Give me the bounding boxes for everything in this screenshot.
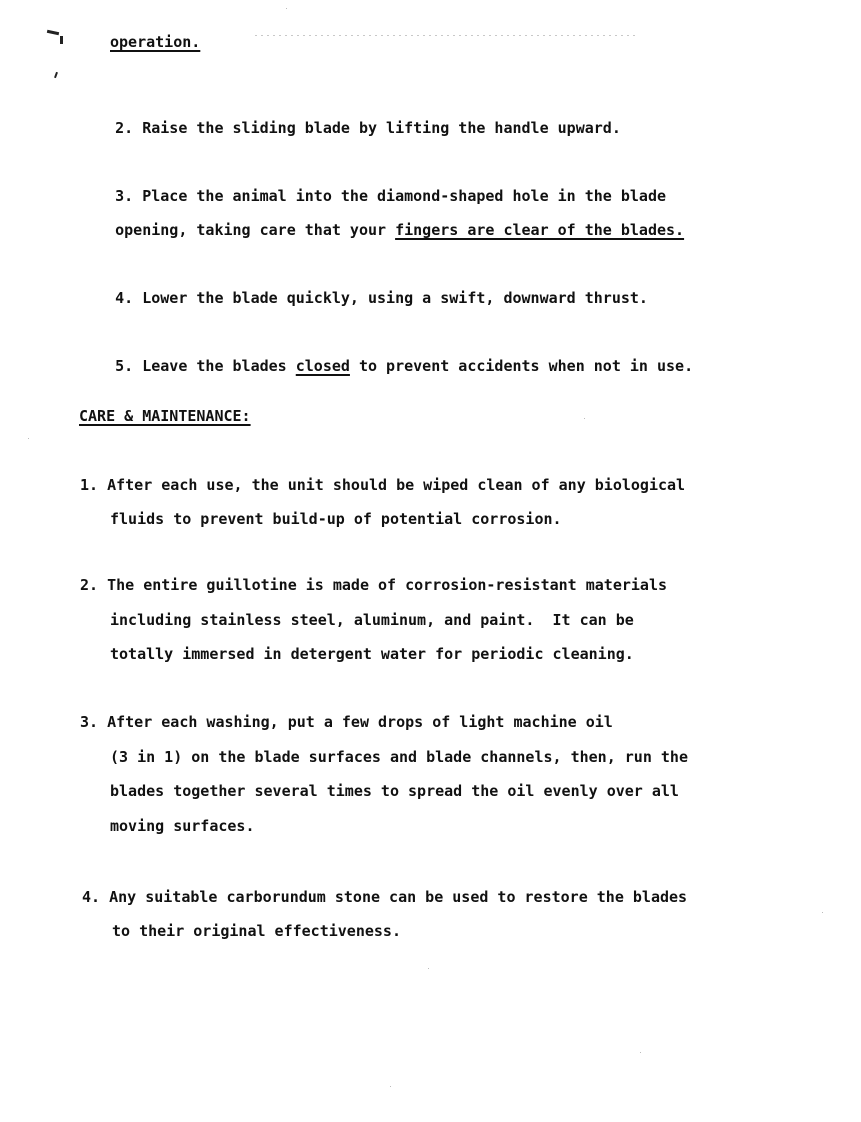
continued-word: operation. (110, 33, 201, 51)
scan-speck (390, 1086, 391, 1087)
text-run: 2. Raise the sliding blade by lifting the handle upward. (115, 119, 621, 137)
text-run: 3. Place the animal into the diamond-shaped hole in the blade (115, 187, 667, 205)
care-step-1-line-1: 1. After each use, the unit should be wiped clean of any biological (80, 476, 686, 494)
scan-speck (428, 968, 429, 969)
scan-mark (47, 30, 59, 35)
scan-speck (640, 1052, 641, 1053)
scan-mark (60, 36, 63, 44)
scan-noise-line (255, 35, 635, 36)
usage-step-4 (79, 271, 648, 325)
scan-mark (54, 72, 58, 78)
text-run: opening, taking care that your (115, 221, 396, 239)
care-step-2-line-2: including stainless steel, aluminum, and paint. It can be (110, 611, 634, 629)
section-heading: CARE & MAINTENANCE: (79, 407, 251, 425)
care-step-3-line-4: moving surfaces. (110, 817, 255, 835)
scan-speck (28, 438, 29, 439)
care-step-3-line-1: 3. After each washing, put a few drops of light machine oil (80, 713, 613, 731)
care-step-1-line-2: fluids to prevent build-up of potential corrosion. (110, 510, 562, 528)
scan-speck (822, 912, 823, 913)
care-step-4-line-1: 4. Any suitable carborundum stone can be used to restore the blades (82, 888, 688, 906)
usage-step-3-line-2 (79, 203, 684, 257)
emphasized-word: closed (295, 357, 350, 375)
emphasized-warning: fingers are clear of the blades. (395, 221, 685, 239)
text-run: to prevent accidents when not in use. (349, 357, 694, 375)
care-step-3-line-2: (3 in 1) on the blade surfaces and blade channels, then, run the (110, 748, 688, 766)
care-step-3-line-3: blades together several times to spread the oil evenly over all (110, 782, 679, 800)
text-run: 5. Leave the blades (115, 357, 296, 375)
usage-step-5 (79, 339, 693, 393)
scan-speck (286, 8, 287, 9)
care-step-2-line-3: totally immersed in detergent water for periodic cleaning. (110, 645, 634, 663)
care-step-4-line-2: to their original effectiveness. (112, 922, 401, 940)
care-step-2-line-1: 2. The entire guillotine is made of corrosion-resistant materials (80, 576, 667, 594)
usage-step-2 (79, 101, 621, 155)
scan-speck (584, 418, 585, 419)
text-run: 4. Lower the blade quickly, using a swift, downward thrust. (115, 289, 648, 307)
